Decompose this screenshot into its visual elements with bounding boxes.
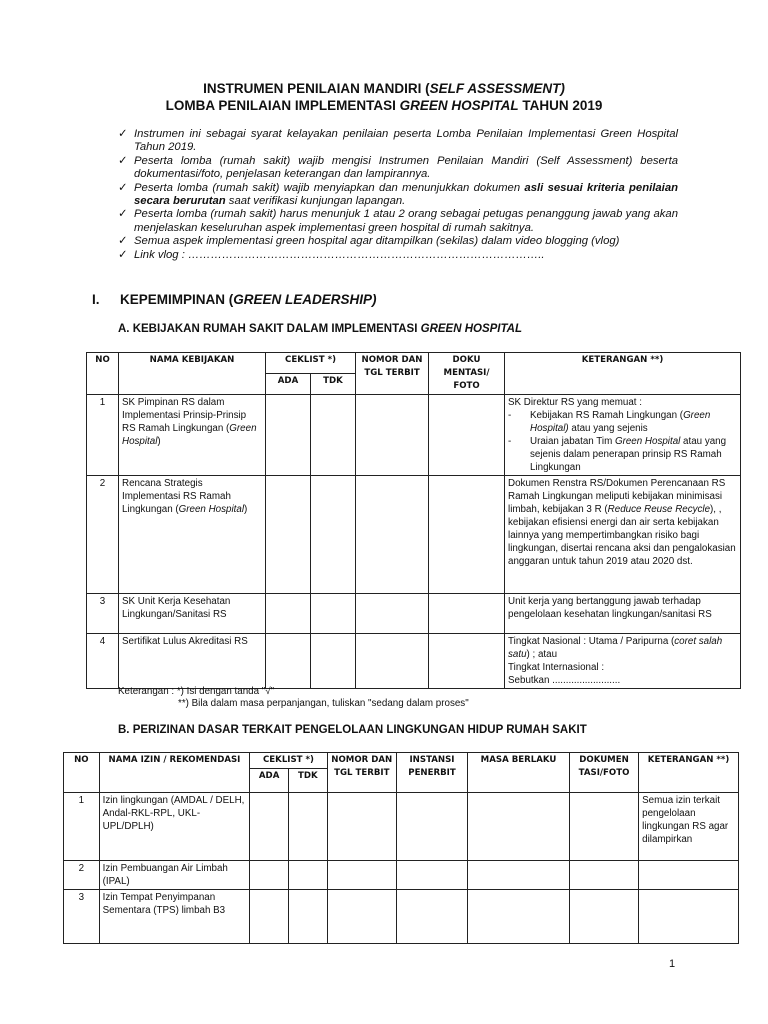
document-title-line2: LOMBA PENILAIAN IMPLEMENTASI GREEN HOSPITAL TAHUN 2019 [165, 98, 603, 113]
col-header-keterangan: KETERANGAN **) [639, 753, 739, 793]
cell-tdk[interactable] [311, 634, 356, 689]
cell-keterangan: Dokumen Renstra RS/Dokumen Perencanaan RS Ramah Lingkungan meliputi kebijakan minimisasi limbah, kebijakan 3 R (Reduce Reuse Recycle), , kebijakan efisiensi energi dan air serta kebijakan lainnya yang mempertimbangkan risiko bagi lingkungan, disertai rencana aksi dan pengalokasian anggaran untuk tahun 2019 atau 2020 dst. [505, 476, 741, 594]
checkmark-icon: ✓ [118, 181, 128, 194]
col-header-nama-izin: NAMA IZIN / REKOMENDASI [99, 753, 250, 793]
cell-ada[interactable] [266, 634, 311, 689]
cell-nomor[interactable] [356, 594, 429, 634]
cell-tdk[interactable] [288, 861, 327, 890]
instruction-item: ✓ Semua aspek implementasi green hospital agar ditampilkan (sekilas) dalam video blogging (vlog) [118, 235, 620, 248]
table-row: 2 Rencana Strategis Implementasi RS Ramah Lingkungan (Green Hospital) Dokumen Renstra RS/Dokumen Perencanaan RS Ramah Lingkungan meliputi kebijakan minimisasi limbah, kebijakan 3 R (Reduce Reuse Recycle), , kebijakan efisiensi energi dan air serta kebijakan lainnya yang mempertimbangkan risiko bagi lingkungan, disertai rencana aksi dan pengalokasian anggaran untuk tahun 2019 atau 2020 dst. [87, 476, 741, 594]
instruction-item: ✓ Peserta lomba (rumah sakit) harus menunjuk 1 atau 2 orang sebagai petugas penanggung jawab yang akan menjelaskan keseluruhan aspek implementasi green hospital di rumah sakitnya. [118, 208, 678, 234]
subsection-a-heading: A. KEBIJAKAN RUMAH SAKIT DALAM IMPLEMENTASI GREEN HOSPITAL [118, 323, 523, 335]
col-header-nomor: NOMOR DAN TGL TERBIT [327, 753, 396, 793]
cell-dokumentasi[interactable] [569, 890, 638, 944]
cell-instansi[interactable] [396, 890, 467, 944]
checkmark-icon: ✓ [118, 128, 128, 140]
cell-ada[interactable] [266, 395, 311, 476]
cell-ada[interactable] [266, 594, 311, 634]
permit-table [63, 752, 739, 944]
cell-nomor[interactable] [327, 861, 396, 890]
table-row: 4 Sertifikat Lulus Akreditasi RS Tingkat Nasional : Utama / Paripurna (coret salah satu) ; atau Tingkat Internasional : Sebutkan ......................... [87, 634, 741, 689]
col-header-dokumentasi: DOKUMEN TASI/FOTO [569, 753, 638, 793]
cell-instansi[interactable] [396, 793, 467, 861]
cell-ada[interactable] [250, 890, 289, 944]
cell-nomor[interactable] [356, 634, 429, 689]
cell-dokumentasi[interactable] [429, 395, 505, 476]
cell-dokumentasi[interactable] [429, 634, 505, 689]
policy-table [86, 352, 741, 689]
subsection-b-heading: B. PERIZINAN DASAR TERKAIT PENGELOLAAN LINGKUNGAN HIDUP RUMAH SAKIT [118, 724, 587, 736]
cell-nama: Sertifikat Lulus Akreditasi RS [119, 634, 266, 689]
cell-instansi[interactable] [396, 861, 467, 890]
col-header-ceklist: CEKLIST *) [250, 753, 327, 769]
keterangan-list [508, 409, 737, 474]
col-header-ada: ADA [250, 769, 289, 793]
cell-masa[interactable] [468, 793, 570, 861]
cell-nama: SK Unit Kerja Kesehatan Lingkungan/Sanitasi RS [119, 594, 266, 634]
table-note: **) Bila dalam masa perpanjangan, tuliskan "sedang dalam proses" [178, 698, 469, 709]
col-header-no: NO [87, 353, 119, 395]
cell-nomor[interactable] [327, 890, 396, 944]
cell-keterangan: Unit kerja yang bertanggung jawab terhadap pengelolaan kesehatan lingkungan/sanitasi RS [505, 594, 741, 634]
table-row: 3 Izin Tempat Penyimpanan Sementara (TPS) limbah B3 [64, 890, 739, 944]
col-header-no: NO [64, 753, 100, 793]
cell-ada[interactable] [250, 793, 289, 861]
table-row: 2 Izin Pembuangan Air Limbah (IPAL) [64, 861, 739, 890]
cell-nomor[interactable] [356, 395, 429, 476]
instruction-item: ✓ Instrumen ini sebagai syarat kelayakan penilaian peserta Lomba Penilaian Implementasi Green Hospital Tahun 2019. [118, 128, 678, 154]
instruction-item: ✓ Peserta lomba (rumah sakit) wajib menyiapkan dan menunjukkan dokumen asli sesuai kriteria penilaian secara berurutan saat verifikasi kunjungan lapangan. [118, 181, 679, 208]
cell-dokumentasi[interactable] [569, 793, 638, 861]
page-number: 1 [669, 958, 676, 970]
checkmark-icon: ✓ [118, 235, 128, 248]
col-header-ada: ADA [266, 374, 311, 395]
cell-masa[interactable] [468, 861, 570, 890]
table-row: 1 Izin lingkungan (AMDAL / DELH, Andal-RKL-RPL, UKL-UPL/DPLH) Semua izin terkait pengelolaan lingkungan RS agar dilampirkan [64, 793, 739, 861]
col-header-tdk: TDK [288, 769, 327, 793]
cell-keterangan: Semua izin terkait pengelolaan lingkungan RS agar dilampirkan [639, 793, 739, 861]
cell-ada[interactable] [266, 476, 311, 594]
cell-tdk[interactable] [288, 793, 327, 861]
cell-tdk[interactable] [311, 476, 356, 594]
cell-keterangan: Tingkat Nasional : Utama / Paripurna (coret salah satu) ; atau Tingkat Internasional : Sebutkan ......................... [505, 634, 741, 689]
table-header-row [64, 753, 739, 769]
table-row: 1 SK Pimpinan RS dalam Implementasi Prinsip-Prinsip RS Ramah Lingkungan (Green Hospital) SK Direktur RS yang memuat : - Kebijakan RS Ramah Lingkungan (Green Hospital) atau yang sejenis - Uraian jabatan Tim Green Hospital atau yang sejenis dalam penerapan prinsip RS Ramah Lingkungan [87, 395, 741, 476]
cell-masa[interactable] [468, 890, 570, 944]
col-header-masa: MASA BERLAKU [468, 753, 570, 793]
cell-tdk[interactable] [311, 594, 356, 634]
checkmark-icon: ✓ [118, 154, 128, 167]
cell-keterangan[interactable] [639, 861, 739, 890]
cell-nama: Rencana Strategis Implementasi RS Ramah Lingkungan (Green Hospital) [119, 476, 266, 594]
list-item: - Kebijakan RS Ramah Lingkungan (Green Hospital) atau yang sejenis [508, 410, 711, 434]
cell-nama: Izin Tempat Penyimpanan Sementara (TPS) limbah B3 [99, 890, 250, 944]
table-row: 3 SK Unit Kerja Kesehatan Lingkungan/Sanitasi RS Unit kerja yang bertanggung jawab terhadap pengelolaan kesehatan lingkungan/sanitasi RS [87, 594, 741, 634]
col-header-instansi: INSTANSI PENERBIT [396, 753, 467, 793]
cell-nomor[interactable] [356, 476, 429, 594]
instruction-item: ✓ Link vlog : ………………………………………………………………………………….. [118, 248, 545, 261]
col-header-nomor: NOMOR DAN TGL TERBIT [356, 353, 429, 395]
col-header-tdk: TDK [311, 374, 356, 395]
cell-keterangan: SK Direktur RS yang memuat : - Kebijakan RS Ramah Lingkungan (Green Hospital) atau yang sejenis - Uraian jabatan Tim Green Hospital atau yang sejenis dalam penerapan prinsip RS Ramah Lingkungan [505, 395, 741, 476]
document-title-line1: INSTRUMEN PENILAIAN MANDIRI (SELF ASSESSMENT) [203, 81, 565, 96]
cell-dokumentasi[interactable] [569, 861, 638, 890]
col-header-dokumentasi: DOKU MENTASI/ FOTO [429, 353, 505, 395]
instruction-list [118, 128, 678, 262]
table-header-row [87, 353, 741, 374]
cell-nama: SK Pimpinan RS dalam Implementasi Prinsip-Prinsip RS Ramah Lingkungan (Green Hospital) [119, 395, 266, 476]
list-item: - Uraian jabatan Tim Green Hospital atau yang sejenis dalam penerapan prinsip RS Ramah Lingkungan [508, 436, 727, 473]
cell-nama: Izin lingkungan (AMDAL / DELH, Andal-RKL-RPL, UKL-UPL/DPLH) [99, 793, 250, 861]
checkmark-icon: ✓ [118, 208, 128, 221]
instruction-item: ✓ Peserta lomba (rumah sakit) wajib mengisi Instrumen Penilaian Mandiri (Self Assessment) beserta dokumentasi/foto, penjelasan keterangan dan lampirannya. [118, 154, 678, 181]
cell-nama: Izin Pembuangan Air Limbah (IPAL) [99, 861, 250, 890]
cell-keterangan[interactable] [639, 890, 739, 944]
col-header-keterangan: KETERANGAN **) [505, 353, 741, 395]
section-heading: I. KEPEMIMPINAN (GREEN LEADERSHIP) [92, 292, 377, 307]
cell-dokumentasi[interactable] [429, 476, 505, 594]
cell-dokumentasi[interactable] [429, 594, 505, 634]
checkmark-icon: ✓ [118, 248, 128, 261]
cell-tdk[interactable] [288, 890, 327, 944]
table-note: Keterangan : *) Isi dengan tanda "√" [118, 686, 275, 697]
col-header-nama: NAMA KEBIJAKAN [119, 353, 266, 395]
cell-nomor[interactable] [327, 793, 396, 861]
col-header-ceklist: CEKLIST *) [266, 353, 356, 374]
cell-ada[interactable] [250, 861, 289, 890]
cell-tdk[interactable] [311, 395, 356, 476]
